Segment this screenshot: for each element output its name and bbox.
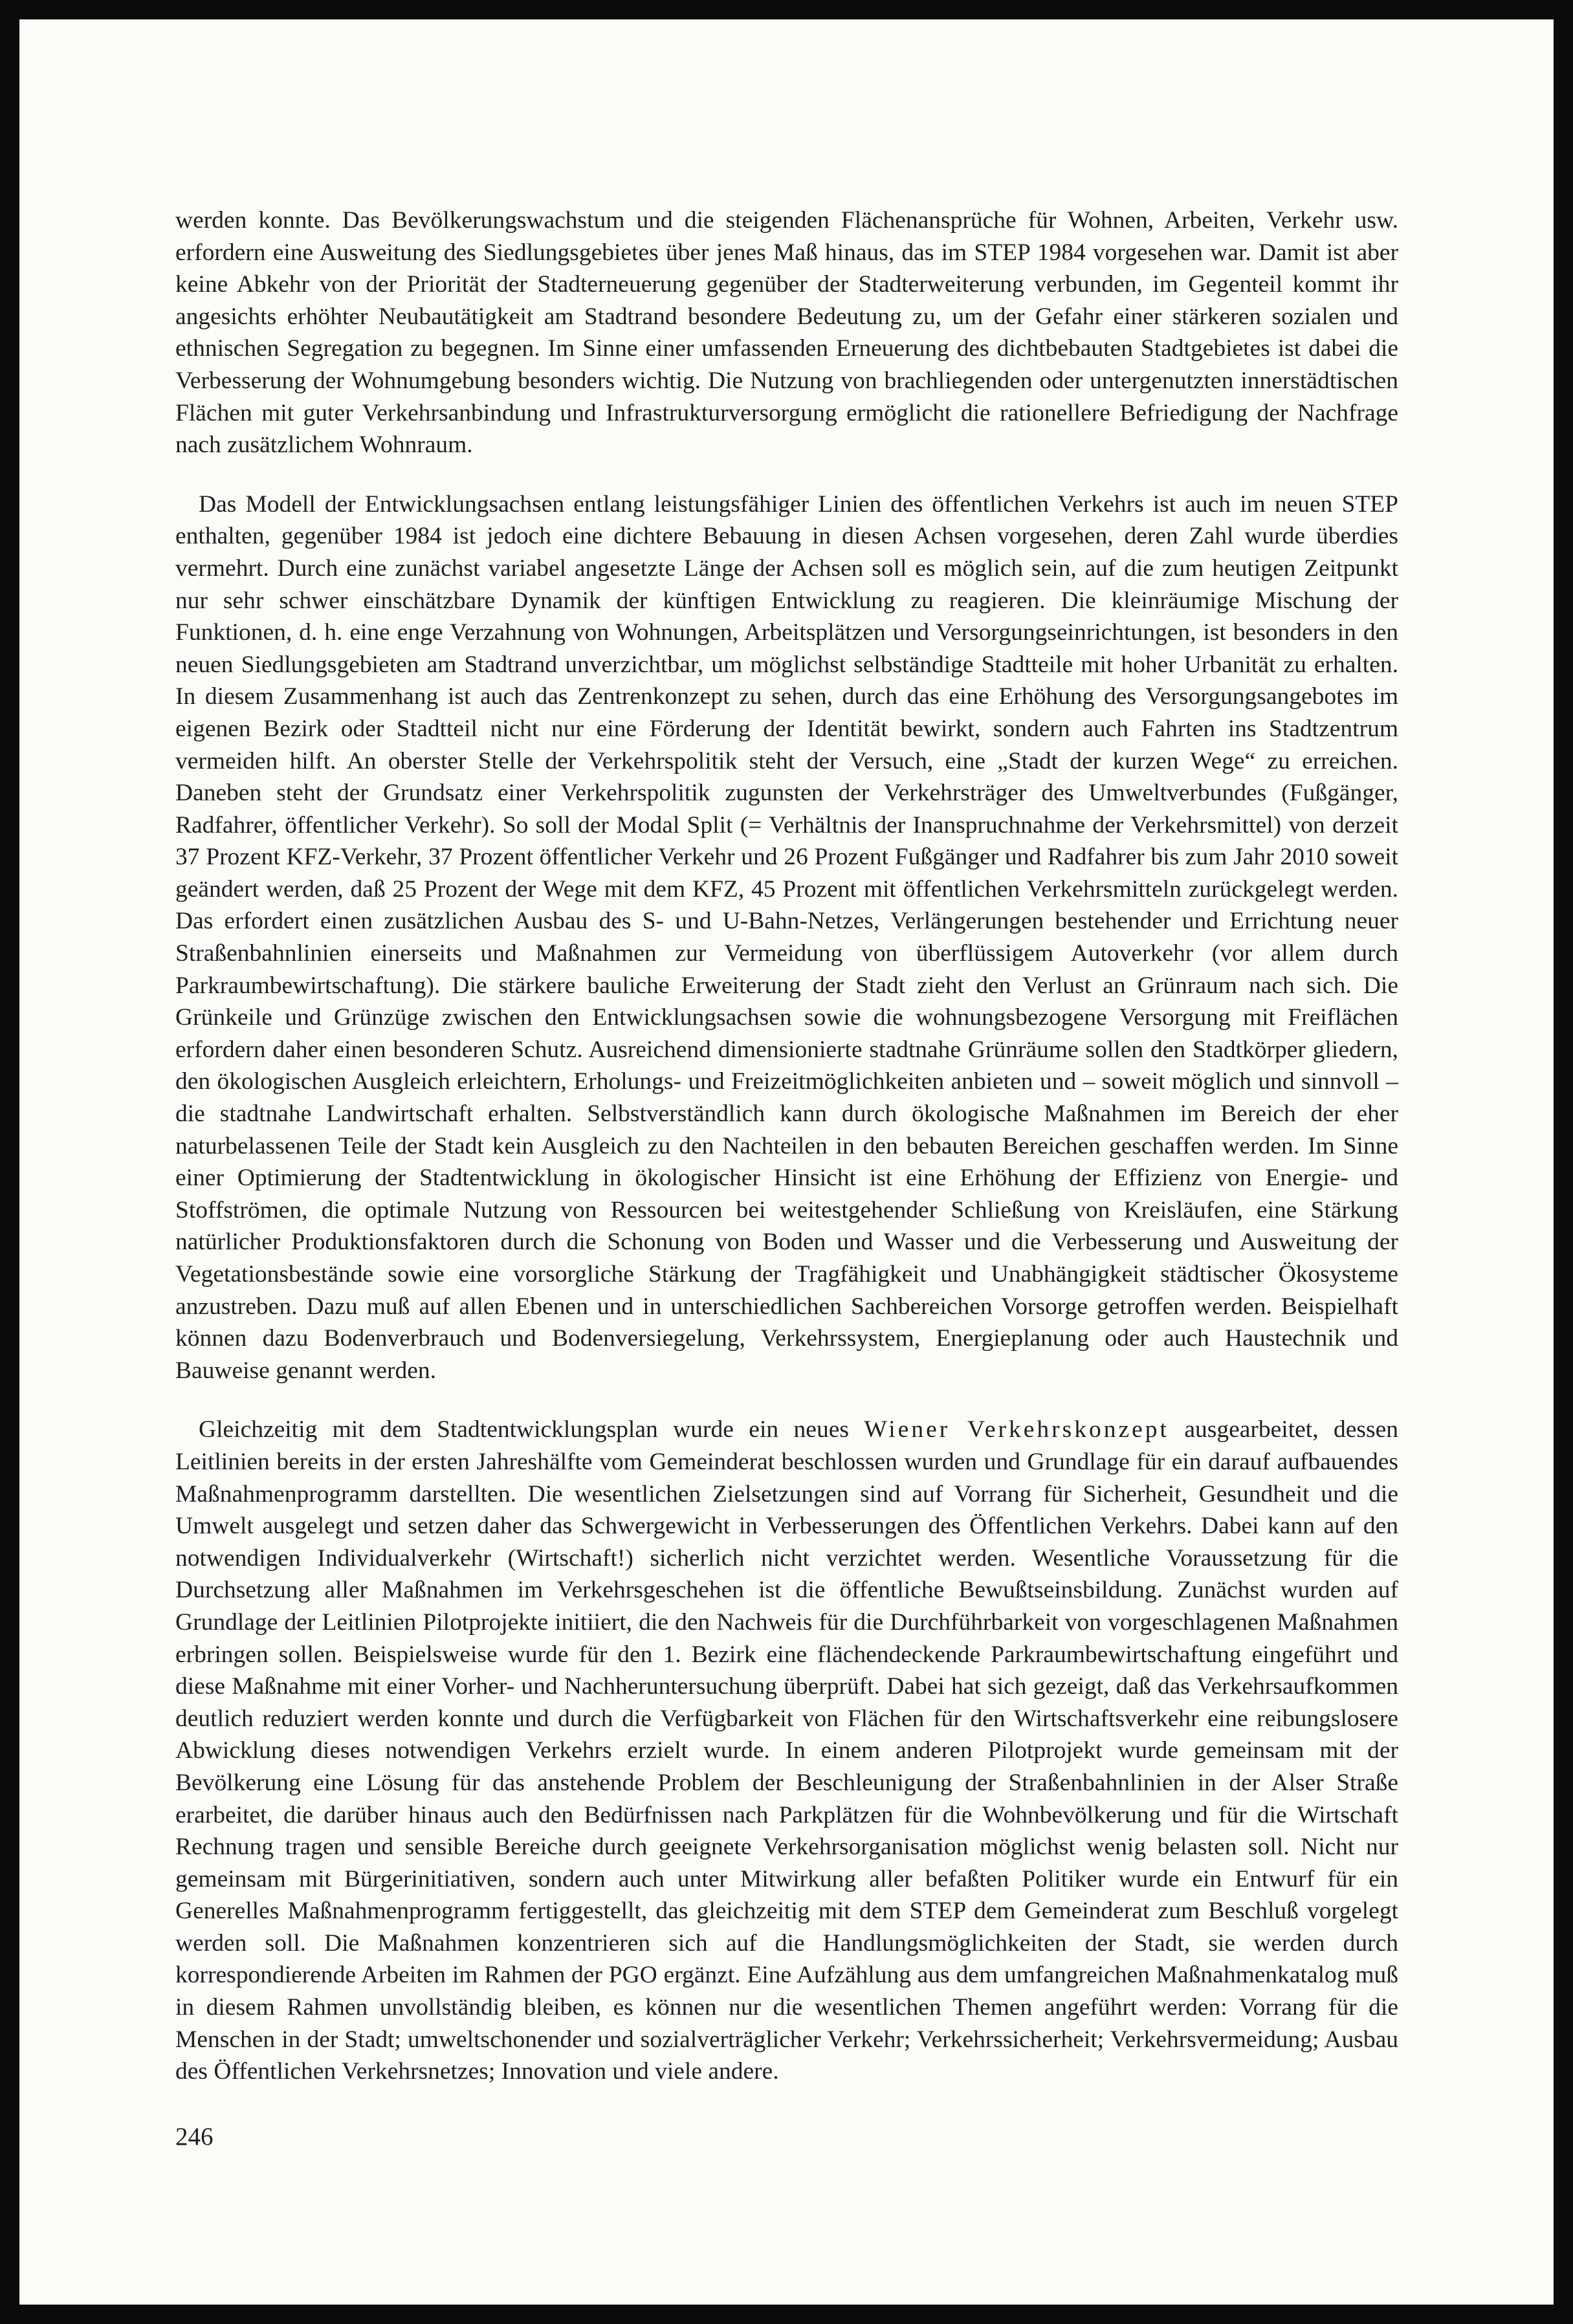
wiener-verkehrskonzept-term: Wiener Verkehrskonzept	[864, 1416, 1169, 1443]
paragraph-3-intro: Gleichzeitig mit dem Stadtentwicklungsplan wurde ein neues	[199, 1416, 864, 1443]
paragraph-3	[175, 1414, 1398, 2087]
body-text	[175, 204, 1398, 2088]
document-page	[19, 19, 1554, 2305]
paragraph-3-body: ausgearbeitet, dessen Leitlinien bereits in der ersten Jahreshälfte vom Gemeinderat beschlossen wurden und Grundlage für ein darauf aufbauendes Maßnahmenprogramm darstellten. Die wesentlichen Zielsetzungen sind auf Vorrang für Sicherheit, Gesundheit und die Umwelt ausgelegt und setzen daher das Schwergewicht in Verbesserungen des Öffentlichen Verkehrs. Dabei kann auf den notwendigen Individualverkehr (Wirtschaft!) sicherlich nicht verzichtet werden. Wesentliche Voraussetzung für die Durchsetzung aller Maßnahmen im Verkehrsgeschehen ist die öffentliche Bewußtseinsbildung. Zunächst wurden auf Grundlage der Leitlinien Pilotprojekte initiiert, die den Nachweis für die Durchführbarkeit von vorgeschlagenen Maßnahmen erbringen sollen. Beispielsweise wurde für den 1. Bezirk eine flächendeckende Parkraumbewirtschaftung eingeführt und diese Maßnahme mit einer Vorher- und Nachheruntersuchung überprüft. Dabei hat sich gezeigt, daß das Verkehrsaufkommen deutlich reduziert werden konnte und durch die Verfügbarkeit von Flächen für den Wirtschaftsverkehr eine reibungslosere Abwicklung dieses notwendigen Verkehrs erzielt wurde. In einem anderen Pilotprojekt wurde gemeinsam mit der Bevölkerung eine Lösung für das anstehende Problem der Beschleunigung der Straßenbahnlinien in der Alser Straße erarbeitet, die darüber hinaus auch den Bedürfnissen nach Parkplätzen für die Wohnbevölkerung und für die Wirtschaft Rechnung tragen und sensible Bereiche durch geeignete Verkehrsorganisation möglichst wenig belasten soll. Nicht nur gemeinsam mit Bürgerinitiativen, sondern auch unter Mitwirkung aller befaßten Politiker wurde ein Entwurf für ein Generelles Maßnahmenprogramm fertiggestellt, das gleichzeitig mit dem STEP dem Gemeinderat zum Beschluß vorgelegt werden soll. Die Maßnahmen konzentrieren sich auf die Handlungsmöglichkeiten der Stadt, sie werden durch korrespondierende Arbeiten im Rahmen der PGO ergänzt. Eine Aufzählung aus dem umfangreichen Maßnahmenkatalog muß in diesem Rahmen unvollständig bleiben, es können nur die wesentlichen Themen angeführt werden: Vorrang für die Menschen in der Stadt; umweltschonender und sozialverträglicher Verkehr; Verkehrssicherheit; Verkehrsvermeidung; Ausbau des Öffentlichen Verkehrsnetzes; Innovation und viele andere.	[175, 1416, 1398, 2085]
paragraph-2: Das Modell der Entwicklungsachsen entlang leistungsfähiger Linien des öffentlichen Verkehrs ist auch im neuen STEP enthalten, gegenüber 1984 ist jedoch eine dichtere Bebauung in diesen Achsen vorgesehen, deren Zahl wurde überdies vermehrt. Durch eine zunächst variabel angesetzte Länge der Achsen soll es möglich sein, auf die zum heutigen Zeitpunkt nur sehr schwer einschätzbare Dynamik der künftigen Entwicklung zu reagieren. Die kleinräumige Mischung der Funktionen, d. h. eine enge Verzahnung von Wohnungen, Arbeitsplätzen und Versorgungseinrichtungen, ist besonders in den neuen Siedlungsgebieten am Stadtrand unverzichtbar, um möglichst selbständige Stadtteile mit hoher Urbanität zu erhalten. In diesem Zusammenhang ist auch das Zentrenkonzept zu sehen, durch das eine Erhöhung des Versorgungsangebotes im eigenen Bezirk oder Stadtteil nicht nur eine Förderung der Identität bewirkt, sondern auch Fahrten ins Stadtzentrum vermeiden hilft. An oberster Stelle der Verkehrspolitik steht der Versuch, eine „Stadt der kurzen Wege“ zu erreichen. Daneben steht der Grundsatz einer Verkehrspolitik zugunsten der Verkehrsträger des Umweltverbundes (Fußgänger, Radfahrer, öffentlicher Verkehr). So soll der Modal Split (= Verhältnis der Inanspruchnahme der Verkehrsmittel) von derzeit 37 Prozent KFZ-Verkehr, 37 Prozent öffentlicher Verkehr und 26 Prozent Fußgänger und Radfahrer bis zum Jahr 2010 soweit geändert werden, daß 25 Prozent der Wege mit dem KFZ, 45 Prozent mit öffentlichen Verkehrsmitteln zurückgelegt werden. Das erfordert einen zusätzlichen Ausbau des S- und U-Bahn-Netzes, Verlängerungen bestehender und Errichtung neuer Straßenbahnlinien einerseits und Maßnahmen zur Vermeidung von überflüssigem Autoverkehr (vor allem durch Parkraumbewirtschaftung). Die stärkere bauliche Erweiterung der Stadt zieht den Verlust an Grünraum nach sich. Die Grünkeile und Grünzüge zwischen den Entwicklungsachsen sowie die wohnungsbezogene Versorgung mit Freiflächen erfordern daher einen besonderen Schutz. Ausreichend dimensionierte stadtnahe Grünräume sollen den Stadtkörper gliedern, den ökologischen Ausgleich erleichtern, Erholungs- und Freizeitmöglichkeiten anbieten und – soweit möglich und sinnvoll – die stadtnahe Landwirtschaft erhalten. Selbstverständlich kann durch ökologische Maßnahmen im Bereich der eher naturbelassenen Teile der Stadt kein Ausgleich zu den Nachteilen in den bebauten Bereichen geschaffen werden. Im Sinne einer Optimierung der Stadtentwicklung in ökologischer Hinsicht ist eine Erhöhung der Effizienz von Energie- und Stoffströmen, die optimale Nutzung von Ressourcen bei weitestgehender Schließung von Kreisläufen, eine Stärkung natürlicher Produktionsfaktoren durch die Schonung von Boden und Wasser und die Verbesserung und Ausweitung der Vegetationsbestände sowie eine vorsorgliche Stärkung der Tragfähigkeit und Unabhängigkeit städtischer Ökosysteme anzustreben. Dazu muß auf allen Ebenen und in unterschiedlichen Sachbereichen Vorsorge getroffen werden. Beispielhaft können dazu Bodenverbrauch und Bodenversiegelung, Verkehrssystem, Energieplanung oder auch Haustechnik und Bauweise genannt werden.	[175, 490, 1398, 1384]
page-number: 246	[175, 2123, 214, 2151]
paragraph-1: werden konnte. Das Bevölkerungswachstum und die steigenden Flächenansprüche für Wohnen, Arbeiten, Verkehr usw. erfordern eine Ausweitung des Siedlungsgebietes über jenes Maß hinaus, das im STEP 1984 vorgesehen war. Damit ist aber keine Abkehr von der Priorität der Stadterneuerung gegenüber der Stadterweiterung verbunden, im Gegenteil kommt ihr angesichts erhöhter Neubautätigkeit am Stadtrand besondere Bedeutung zu, um der Gefahr einer stärkeren sozialen und ethnischen Segregation zu begegnen. Im Sinne einer umfassenden Erneuerung des dichtbebauten Stadtgebietes ist dabei die Verbesserung der Wohnumgebung besonders wichtig. Die Nutzung von brachliegenden oder untergenutzten innerstädtischen Flächen mit guter Verkehrsanbindung und Infrastrukturversorgung ermöglicht die rationellere Befriedigung der Nachfrage nach zusätzlichem Wohnraum.	[175, 207, 1398, 459]
